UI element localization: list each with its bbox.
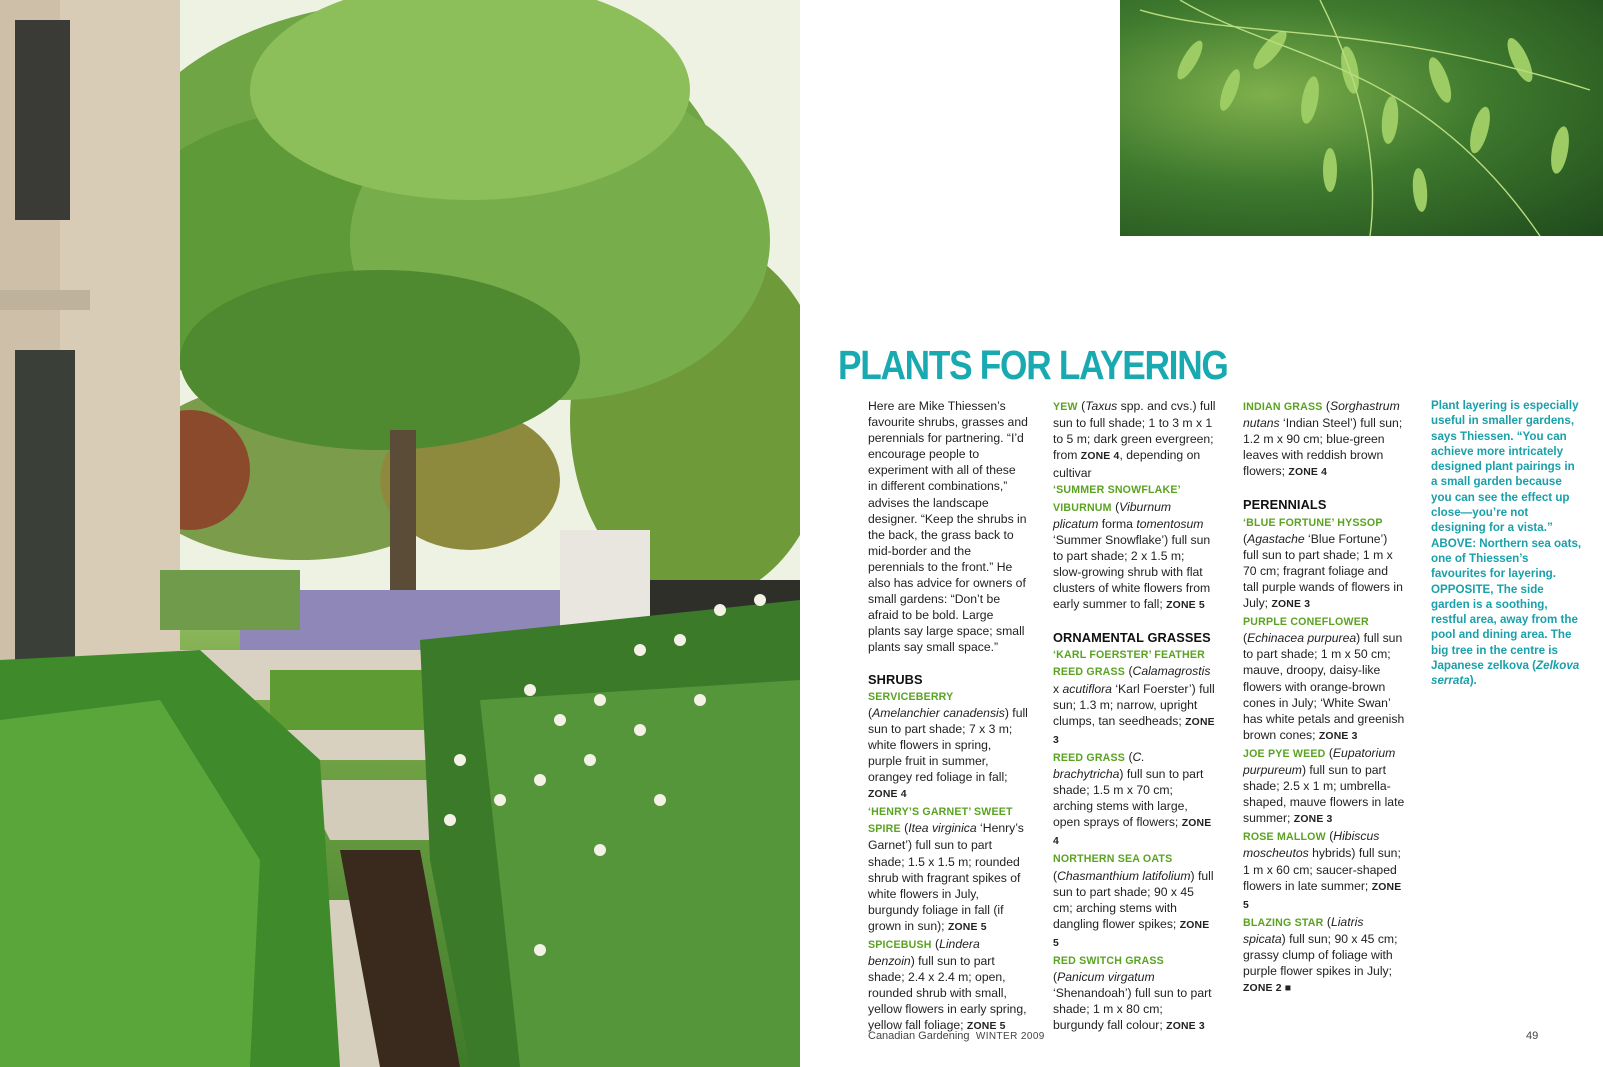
plant-entry: ‘HENRY’S GARNET’ SWEET SPIRE (Itea virginica ‘Henry’s Garnet’) full sun to part shade; 1.5 x 1.5 m; rounded shrub with fragrant spikes of white flowers in July, burgundy foliage in fall (if grown in sun); ZONE 5 <box>868 806 1024 933</box>
plant-name: INDIAN GRASS <box>1243 401 1323 413</box>
plant-entry: RED SWITCH GRASS (Panicum virgatum ‘Shenandoah’) full sun to part shade; 1 m x 80 cm; burgundy fall colour; ZONE 3 <box>1053 955 1212 1033</box>
plant-name: ‘HENRY’S GARNET’ SWEET SPIRE <box>868 806 1013 836</box>
plant-entry: YEW (Taxus spp. and cvs.) full sun to full shade; 1 to 3 m x 1 to 5 m; dark green evergreen; from ZONE 4, depending on cultivar <box>1053 399 1216 481</box>
latin-name: tomentosum <box>1136 516 1204 531</box>
photo-caption: Plant layering is especially useful in smaller gardens, says Thiessen. “You can achieve more intricately designed plant pairings in a small garden because you can see the effect up close—you’re not designing for a vista.” ABOVE: Northern sea oats, one of Thiessen’s favourites for layering. OPPOSITE, The side garden is a soothing, restful area, away from the pool and dining area. The big tree in the centre is Japanese zelkova (Zelkova serrata). <box>1431 399 1582 688</box>
plant-name: PURPLE CONEFLOWER <box>1243 616 1369 629</box>
zone-label: ZONE 5 <box>1166 600 1205 612</box>
plant-name: ‘SUMMER SNOWFLAKE’ VIBURNUM <box>1053 484 1181 514</box>
latin-name: Chasmanthium latifolium <box>1057 868 1191 883</box>
plant-entry: INDIAN GRASS (Sorghastrum nutans ‘Indian Steel’) full sun; 1.2 m x 90 cm; blue-green leaves with reddish brown flowers; ZONE 4 <box>1243 399 1403 479</box>
latin-name: Calamagrostis <box>1132 664 1211 679</box>
latin-name: Echinacea purpurea <box>1247 631 1357 646</box>
plant-entry: JOE PYE WEED (Eupatorium purpureum) full sun to part shade; 2.5 x 1 m; umbrella-shaped, mauve flowers in late summer; ZONE 3 <box>1243 745 1405 826</box>
plant-entry: SPICEBUSH (Lindera benzoin) full sun to part shade; 2.4 x 2.4 m; open, rounded shrub with small, yellow flowers in early spring, yellow fall foliage; ZONE 5 <box>868 937 1027 1033</box>
zone-label: ZONE 3 <box>1166 1021 1205 1033</box>
plant-name: YEW <box>1053 401 1078 413</box>
plant-name: ROSE MALLOW <box>1243 831 1326 844</box>
end-mark: ■ <box>1281 983 1292 995</box>
sea-oats-illustration <box>1120 0 1603 236</box>
zone-label: ZONE 5 <box>947 921 987 933</box>
column-1 <box>868 398 1028 1036</box>
zone-label: ZONE 5 <box>1243 881 1402 911</box>
latin-name: Itea virginica <box>908 821 977 836</box>
plant-name: BLAZING STAR <box>1243 916 1324 929</box>
latin-name: Amelanchier canadensis <box>872 705 1005 720</box>
zone-label: ZONE 3 <box>1271 599 1311 611</box>
latin-name: Sorghastrum nutans <box>1243 399 1400 431</box>
latin-name: C. brachytricha <box>1053 749 1145 781</box>
page-footer <box>868 1030 1045 1042</box>
plant-name: SERVICEBERRY <box>868 690 954 703</box>
latin-name: acutiflora <box>1062 681 1112 696</box>
publication-name: Canadian Gardening <box>868 1030 970 1042</box>
garden-photo <box>0 0 800 1067</box>
sea-oats-photo <box>1120 0 1603 236</box>
plant-name: JOE PYE WEED <box>1243 747 1326 760</box>
zone-label: ZONE 4 <box>1288 467 1328 479</box>
latin-name: Agastache <box>1247 531 1305 546</box>
issue-label: WINTER 2009 <box>975 1031 1045 1042</box>
zone-label: ZONE 3 <box>1053 716 1215 746</box>
garden-photo-illustration <box>0 0 800 1067</box>
zone-label: ZONE 5 <box>1053 919 1210 949</box>
section-heading-shrubs: SHRUBS <box>868 671 923 687</box>
latin-name: Hibiscus moscheutos <box>1243 829 1380 861</box>
plant-name: ‘BLUE FORTUNE’ HYSSOP <box>1243 516 1383 529</box>
latin-name: Lindera benzoin <box>868 937 980 969</box>
column-2 <box>1053 398 1216 1035</box>
latin-name: Taxus <box>1085 399 1118 413</box>
caption-text: Plant layering is especially useful in smaller gardens, says Thiessen. “You can achieve more intricately designed plant pairings in a small garden because you can see the effect up close—you’re not designing for a vista.” ABOVE: Northern sea oats, one of Thiessen’s favourites for layering. OPPOSITE, The side garden is a soothing, restful area, away from the pool and dining area. The big tree in the centre is Japanese zelkova ( <box>1431 399 1582 673</box>
plant-name: NORTHERN SEA OATS <box>1053 853 1173 866</box>
plant-entry: NORTHERN SEA OATS (Chasmanthium latifolium) full sun to part shade; 90 x 45 cm; arching stems with dangling flower spikes; ZONE 5 <box>1053 853 1214 949</box>
intro-paragraph: Here are Mike Thiessen’s favourite shrubs, grasses and perennials for partnering. “I’d encourage people to experiment with all of these in different combinations,” advises the landscape designer. “Keep the shrubs in the back, the grass back to mid-border and the perennials to the front.” He also has advice for owners of small gardens: “Don’t be afraid to be bold. Large plants say large space; small plants say small space.” <box>868 399 1028 655</box>
latin-name: Viburnum plicatum <box>1053 499 1172 531</box>
section-heading-perennials: PERENNIALS <box>1243 497 1327 513</box>
latin-name: Panicum virgatum <box>1057 970 1155 985</box>
column-3 <box>1243 398 1406 997</box>
latin-name: Liatris spicata <box>1243 914 1364 946</box>
article-headline: PLANTS FOR LAYERING <box>838 342 1228 388</box>
zone-label: ZONE 3 <box>1293 814 1333 826</box>
zone-label: ZONE 4 <box>1053 818 1212 848</box>
plant-name: RED SWITCH GRASS <box>1053 955 1164 967</box>
zone-label: ZONE 5 <box>966 1021 1006 1033</box>
zone-label: ZONE 3 <box>1318 730 1358 742</box>
latin-name: Eupatorium purpureum <box>1243 745 1396 777</box>
plant-name: SPICEBUSH <box>868 939 932 951</box>
zone-label: ZONE 4 <box>868 789 907 801</box>
page-number: 49 <box>1526 1030 1539 1042</box>
plant-name: REED GRASS <box>1053 751 1126 764</box>
plant-entry: REED GRASS (C. brachytricha) full sun to part shade; 1.5 m x 70 cm; arching stems with large, open sprays of flowers; ZONE 4 <box>1053 749 1212 848</box>
plant-name: ‘KARL FOERSTER’ FEATHER REED GRASS <box>1053 649 1205 679</box>
caption-latin: Zelkova serrata <box>1431 659 1580 688</box>
zone-label: ZONE 4 <box>1080 451 1120 463</box>
plant-entry: ‘KARL FOERSTER’ FEATHER REED GRASS (Calamagrostis x acutiflora ‘Karl Foerster’) full sun; 1.3 m; narrow, upright clumps, tan seedheads; ZONE 3 <box>1053 649 1215 746</box>
plant-entry: ‘SUMMER SNOWFLAKE’ VIBURNUM (Viburnum plicatum forma tomentosum ‘Summer Snowflake’) full sun to part shade; 2 x 1.5 m; slow-growing shrub with flat clusters of white flowers from early summer to fall; ZONE 5 <box>1053 484 1211 612</box>
plant-entry: ROSE MALLOW (Hibiscus moscheutos hybrids) full sun; 1 m x 60 cm; saucer-shaped flowers in late summer; ZONE 5 <box>1243 829 1402 911</box>
plant-entry: PURPLE CONEFLOWER (Echinacea purpurea) full sun to part shade; 1 m x 50 cm; mauve, droopy, daisy-like flowers with orange-brown cones in July; ‘White Swan’ has white petals and greenish brown cones; ZONE 3 <box>1243 616 1405 742</box>
zone-label: ZONE 2 <box>1243 983 1282 995</box>
plant-entry: ‘BLUE FORTUNE’ HYSSOP (Agastache ‘Blue Fortune’) full sun to part shade; 1 m x 70 cm; fragrant foliage and tall purple wands of flowers in July; ZONE 3 <box>1243 516 1403 611</box>
section-heading-grasses: ORNAMENTAL GRASSES <box>1053 630 1211 646</box>
plant-entry: BLAZING STAR (Liatris spicata) full sun; 90 x 45 cm; grassy clump of foliage with purple flower spikes in July; ZONE 2 ■ <box>1243 914 1398 995</box>
plant-entry: SERVICEBERRY (Amelanchier canadensis) full sun to part shade; 7 x 3 m; white flowers in spring, purple fruit in summer, orangey red foliage in fall; ZONE 4 <box>868 690 1028 801</box>
